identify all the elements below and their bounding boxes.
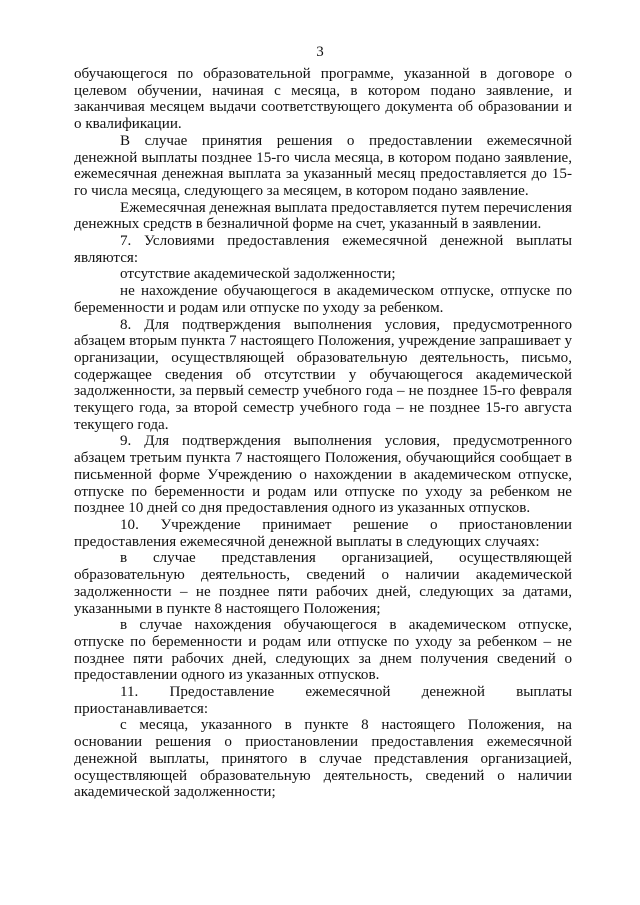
paragraph-condition-no-debt: отсутствие академической задолженности; — [120, 266, 396, 283]
paragraph-suspension-basis: с месяца, указанного в пункте 8 настоящего Положения, на основании решения о приостановлении предоставления ежемесячной денежной выплаты, принятого в случае представления организацией, осуществляющей образовательную деятельность, сведений о наличии академической задолженности; — [74, 717, 572, 801]
paragraph-case-debt: в случае представления организацией, осуществляющей образовательную деятельность, сведений о наличии академической задолженности – не позднее пяти рабочих дней, следующих за датами, указанными в пункте 8 настоящего Положения; — [74, 550, 572, 617]
paragraph-condition-no-leave: не нахождение обучающегося в академическом отпуске, отпуске по беременности и родам или отпуске по уходу за ребенком. — [74, 283, 572, 316]
paragraph-item-9: 9. Для подтверждения выполнения условия, предусмотренного абзацем третьим пункта 7 настоящего Положения, обучающийся сообщает в письменной форме Учреждению о нахождении в академическом отпуске, отпуске по беременности и родам или отпуске по уходу за ребенком не позднее 10 дней со дня предоставления одного из указанных отпусков. — [74, 433, 572, 517]
page-number: 3 — [316, 44, 324, 60]
paragraph-item-8: 8. Для подтверждения выполнения условия, предусмотренного абзацем вторым пункта 7 настоящего Положения, учреждение запрашивает у организации, осуществляющей образовательную деятельность, письмо, содержащее сведения об отсутствии у обучающегося академической задолженности, за первый семестр учебного года – не позднее 15-го февраля текущего года, за второй семестр учебного года – не позднее 15-го августа текущего года. — [74, 316, 572, 433]
paragraph-item-11: 11. Предоставление ежемесячной денежной выплаты приостанавливается: — [74, 684, 572, 717]
document-body — [74, 66, 572, 801]
paragraph-payment-method: Ежемесячная денежная выплата предоставляется путем перечисления денежных средств в безналичной форме на счет, указанный в заявлении. — [74, 199, 572, 233]
paragraph-continuation: обучающегося по образовательной программе, указанной в договоре о целевом обучении, начиная с месяца, в котором подано заявление, и заканчивая месяцем выдачи соответствующего документа об образовании и о квалификации. — [74, 66, 572, 133]
paragraph-item-10: 10. Учреждение принимает решение о приостановлении предоставления ежемесячной денежной выплаты в следующих случаях: — [74, 516, 572, 550]
paragraph-late-decision: В случае принятия решения о предоставлении ежемесячной денежной выплаты позднее 15-го числа месяца, в котором подано заявление, ежемесячная денежная выплата за указанный месяц предоставляется до 15-го числа месяца, следующего за месяцем, в котором подано заявление. — [74, 132, 572, 199]
paragraph-case-leave: в случае нахождения обучающегося в академическом отпуске, отпуске по беременности и родам или отпуске по уходу за ребенком – не позднее пяти рабочих дней, следующих за днем получения сведений о предоставлении одного из указанных отпусков. — [74, 617, 572, 684]
paragraph-item-7: 7. Условиями предоставления ежемесячной денежной выплаты являются: — [74, 233, 572, 266]
